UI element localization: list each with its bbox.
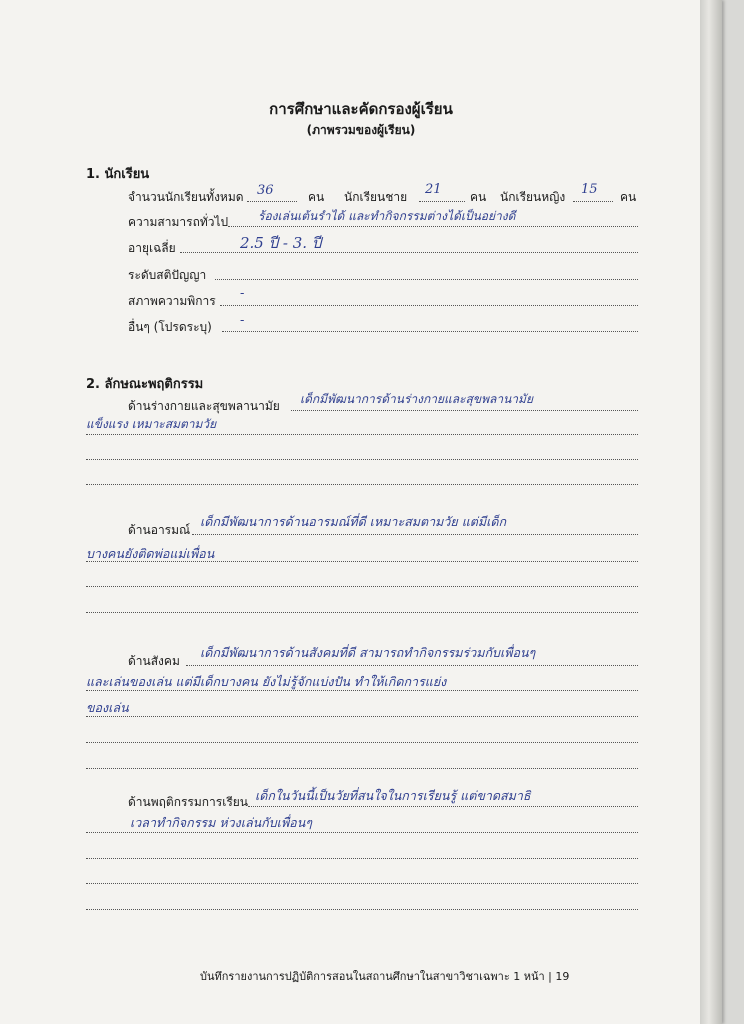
- social-label: ด้านสังคม: [128, 654, 180, 668]
- social-line-4: [86, 742, 638, 743]
- emotional-text-2: บางคนยังติดพ่อแม่เพื่อน: [86, 546, 215, 561]
- emotional-line-4: [86, 612, 638, 613]
- social-text-2: และเล่นของเล่น แต่มีเด็กบางคน ยังไม่รู้จักแบ่งปัน ทำให้เกิดการแย่ง: [86, 674, 447, 689]
- social-line-5: [86, 768, 638, 769]
- social-line-3: [86, 716, 638, 717]
- female-dotted-line: [573, 201, 613, 202]
- learning-line-1: [248, 806, 638, 807]
- section1-heading: 1. นักเรียน: [86, 167, 150, 182]
- learning-label: ด้านพฤติกรรมการเรียน: [128, 795, 248, 809]
- emotional-text-1: เด็กมีพัฒนาการด้านอารมณ์ที่ดี เหมาะสมตามวัย แต่มีเด็ก: [200, 514, 507, 529]
- page-subtitle: (ภาพรวมของผู้เรียน): [306, 123, 416, 137]
- learning-text-2: เวลาทำกิจกรรม ห่วงเล่นกับเพื่อนๆ: [130, 815, 312, 830]
- male-students-label: นักเรียนชาย: [344, 190, 408, 204]
- physical-text-1: เด็กมีพัฒนาการด้านร่างกายและสุขพลานามัย: [300, 392, 533, 406]
- male-students-value: 21: [425, 182, 442, 197]
- other-dotted-line: [222, 331, 638, 332]
- female-unit: คน: [620, 190, 637, 204]
- social-text-1: เด็กมีพัฒนาการด้านสังคมที่ดี สามารถทำกิจกรรมร่วมกับเพื่อนๆ: [200, 645, 536, 660]
- average-age-label: อายุเฉลี่ย: [128, 241, 176, 255]
- page-edge: [700, 0, 722, 1024]
- physical-text-2: แข็งแรง เหมาะสมตามวัย: [86, 417, 217, 431]
- learning-line-3: [86, 858, 638, 859]
- other-value: -: [240, 313, 245, 328]
- emotional-line-3: [86, 586, 638, 587]
- total-unit: คน: [308, 190, 325, 204]
- male-dotted-line: [419, 201, 465, 202]
- total-students-label: จำนวนนักเรียนทั้งหมด: [128, 190, 244, 204]
- physical-line-4: [86, 484, 638, 485]
- learning-line-5: [86, 909, 638, 910]
- general-ability-label: ความสามารถทั่วไป: [128, 215, 229, 229]
- female-students-label: นักเรียนหญิง: [500, 190, 566, 204]
- social-line-1: [186, 665, 638, 666]
- learning-text-1: เด็กในวันนี้เป็นวัยที่สนใจในการเรียนรู้ แต่ขาดสมาธิ: [255, 788, 531, 803]
- ability-dotted-line: [228, 226, 638, 227]
- total-dotted-line: [247, 201, 297, 202]
- intelligence-level-label: ระดับสติปัญญา: [128, 268, 207, 282]
- social-text-3: ของเล่น: [86, 700, 129, 715]
- iq-dotted-line: [215, 279, 638, 280]
- general-ability-value: ร้องเล่นเต้นรำได้ และทำกิจกรรมต่างได้เป็นอย่างดี: [258, 209, 516, 223]
- emotional-line-1: [192, 534, 638, 535]
- disability-label: สภาพความพิการ: [128, 294, 216, 308]
- average-age-value: 2.5 ปี - 3. ปี: [240, 234, 322, 252]
- physical-label: ด้านร่างกายและสุขพลานามัย: [128, 399, 280, 413]
- emotional-label: ด้านอารมณ์: [128, 523, 191, 537]
- physical-line-1: [291, 410, 638, 411]
- other-label: อื่นๆ (โปรดระบุ): [128, 320, 212, 334]
- male-unit: คน: [470, 190, 487, 204]
- page-title: การศึกษาและคัดกรองผู้เรียน: [269, 100, 453, 118]
- disability-dotted-line: [220, 305, 638, 306]
- page-footer: บันทึกรายงานการปฏิบัติการสอนในสถานศึกษาในสาขาวิชาเฉพาะ 1 หน้า | 19: [200, 970, 570, 983]
- physical-line-2: [86, 434, 638, 435]
- disability-value: -: [240, 286, 245, 301]
- section2-heading: 2. ลักษณะพฤติกรรม: [86, 377, 204, 392]
- total-students-value: 36: [257, 183, 274, 198]
- physical-line-3: [86, 459, 638, 460]
- female-students-value: 15: [581, 182, 598, 197]
- learning-line-4: [86, 883, 638, 884]
